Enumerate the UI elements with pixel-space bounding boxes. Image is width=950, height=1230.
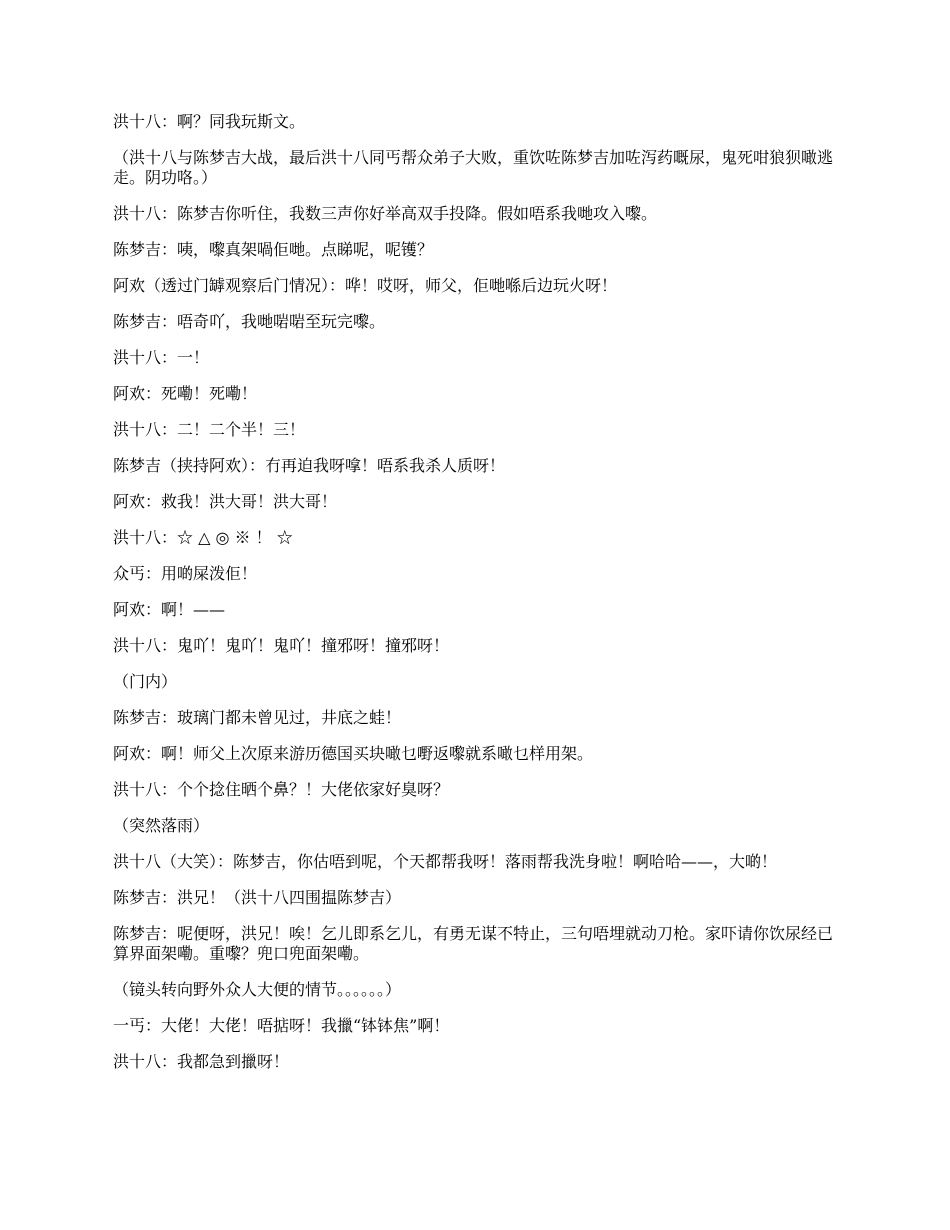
dialogue-line: 一丐：大佬！大佬！唔掂呀！我擸“钵钵焦”啊！ [113,1016,450,1035]
dialogue-line: 阿欢：啊！—— [113,600,226,619]
stage-direction: （门内） [113,672,178,691]
dialogue-line: 陈梦吉：唔奇吖，我哋啱啱至玩完嚟。 [113,312,386,331]
stage-direction: （突然落雨） [113,816,210,835]
dialogue-line: 陈梦吉：玻璃门都未曾见过，井底之蛙！ [113,708,402,727]
dialogue-line: 洪十八：☆ △ ◎ ※ ！ ☆ [113,528,293,547]
dialogue-line: 陈梦吉（挟持阿欢）：冇再迫我呀嗱！唔系我杀人质呀！ [113,456,506,475]
script-text-body [113,112,840,1088]
dialogue-line: 洪十八：一！ [113,348,210,367]
dialogue-line: 阿欢（透过门罅观察后门情况）：哗！哎呀，师父，佢哋喺后边玩火呀！ [113,276,618,295]
dialogue-line: 陈梦吉：咦，嚟真架喎佢哋。点睇呢，呢镬？ [113,240,434,259]
dialogue-line: 洪十八（大笑）：陈梦吉，你估唔到呢，个天都帮我呀！落雨帮我洗身啦！啊哈哈——，大啲！ [113,852,778,871]
dialogue-line: 洪十八：个个捻住晒个鼻？！大佬依家好臭呀？ [113,780,450,799]
dialogue-line: 陈梦吉：呢便呀，洪兄！唉！乞儿即系乞儿，有勇无谋不特止，三句唔埋就动刀枪。家吓请你饮尿经已算界面架嘞。重嚟？兜口兜面架嘞。 [113,924,834,963]
dialogue-line: 洪十八：啊？同我玩斯文。 [113,112,306,131]
stage-direction: （洪十八与陈梦吉大战，最后洪十八同丐帮众弟子大败，重饮咗陈梦吉加咗泻药嘅尿，鬼死咁狼狈噉逃走。阴功咯。） [113,148,834,187]
dialogue-line: 阿欢：救我！洪大哥！洪大哥！ [113,492,338,511]
dialogue-line: 洪十八：我都急到擸呀！ [113,1052,290,1071]
dialogue-line: 阿欢：死嘞！死嘞！ [113,384,258,403]
dialogue-line: 众丐：用啲屎泼佢！ [113,564,258,583]
dialogue-line: 洪十八：陈梦吉你听住，我数三声你好举高双手投降。假如唔系我哋攻入嚟。 [113,204,658,223]
stage-direction: （镜头转向野外众人大便的情节。。。。。。） [113,980,402,999]
dialogue-line: 洪十八：二！二个半！三！ [113,420,306,439]
dialogue-line: 陈梦吉：洪兄！（洪十八四围揾陈梦吉） [113,888,402,907]
dialogue-line: 阿欢：啊！师父上次原来游历德国买块噉乜嘢返嚟就系噉乜样用架。 [113,744,594,763]
dialogue-line: 洪十八：鬼吖！鬼吖！鬼吖！撞邪呀！撞邪呀！ [113,636,450,655]
